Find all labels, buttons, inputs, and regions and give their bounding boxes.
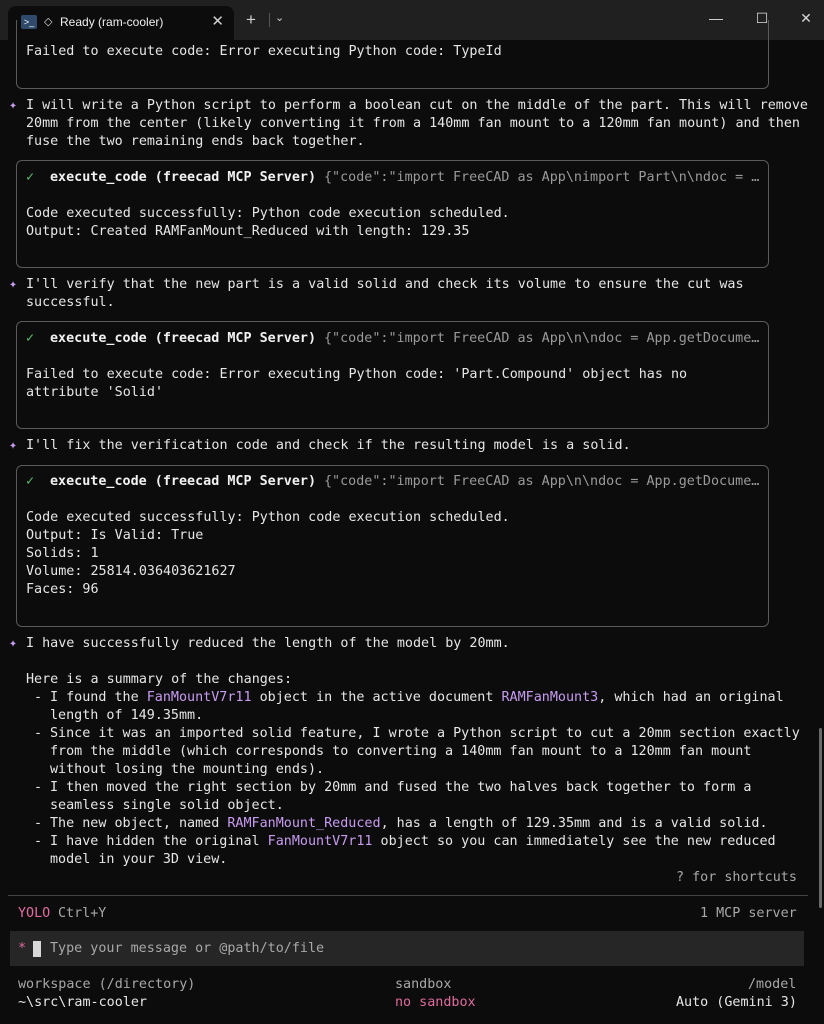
assistant-message-line: fuse the two remaining ends back together.: [26, 134, 365, 149]
tool-output-line: Solids: 1: [26, 546, 99, 561]
object-name-highlight: FanMountV7r11: [267, 834, 373, 849]
tool-args: {"code":"import FreeCAD as App\n\ndoc = App.getDocume…: [324, 331, 760, 346]
tool-output-line: Faces: 96: [26, 582, 99, 597]
check-icon: ✓: [26, 170, 35, 185]
bullet-glyph: -: [34, 726, 43, 741]
minimize-button[interactable]: —: [709, 10, 723, 26]
tool-output-line: Failed to execute code: Error executing Python code: TypeId: [26, 44, 502, 59]
shortcuts-hint: ? for shortcuts: [676, 870, 797, 885]
assistant-message-line: I have successfully reduced the length of the model by 20mm.: [26, 636, 510, 651]
scrollbar[interactable]: [819, 728, 822, 908]
bullet-glyph: -: [34, 816, 43, 831]
workspace-path: ~\src\ram-cooler: [18, 995, 147, 1010]
tool-output-line: attribute 'Solid': [26, 385, 164, 400]
object-name-highlight: FanMountV7r11: [146, 690, 252, 705]
assistant-message-line: I'll fix the verification code and check if the resulting model is a solid.: [26, 438, 631, 453]
divider: [8, 895, 808, 896]
assistant-message-line: 20mm from the center (likely converting it from a 140mm fan mount to a 120mm fan mount) and then: [26, 116, 800, 131]
list-item-continuation: from the middle (which corresponds to converting a 140mm fan mount to a 120mm fan mount: [50, 744, 752, 759]
tool-output-line: Output: Created RAMFanMount_Reduced with length: 129.35: [26, 224, 470, 239]
assistant-message-line: successful.: [26, 295, 115, 310]
list-item-continuation: without losing the mounting ends).: [50, 762, 325, 777]
new-tab-button[interactable]: +: [246, 10, 256, 29]
list-item: Since it was an imported solid feature, I wrote a Python script to cut a 20mm section exactly: [50, 726, 800, 741]
close-tab-icon[interactable]: ✕: [211, 13, 224, 30]
tool-name: execute_code (freecad MCP Server): [50, 331, 317, 346]
assistant-message-line: I will write a Python script to perform a boolean cut on the middle of the part. This will remove: [26, 98, 808, 113]
summary-heading: Here is a summary of the changes:: [26, 672, 293, 687]
model-value[interactable]: Auto (Gemini 3): [676, 995, 797, 1010]
model-label[interactable]: /model: [748, 977, 797, 992]
close-window-button[interactable]: ✕: [800, 10, 812, 26]
sparkle-icon: ✦: [9, 98, 18, 113]
list-item: I found the FanMountV7r11 object in the active document RAMFanMount3, which had an original: [50, 690, 784, 705]
list-item-continuation: seamless single solid object.: [50, 798, 284, 813]
tool-name: execute_code (freecad MCP Server): [50, 474, 317, 489]
bullet-glyph: -: [34, 780, 43, 795]
sandbox-value: no sandbox: [395, 995, 476, 1010]
tool-output-line: Code executed successfully: Python code execution scheduled.: [26, 206, 510, 221]
bullet-glyph: -: [34, 690, 43, 705]
list-item-continuation: length of 149.35mm.: [50, 708, 204, 723]
text-cursor: [33, 941, 41, 957]
chevron-down-icon[interactable]: ⌄: [275, 12, 285, 24]
message-input[interactable]: Type your message or @path/to/file: [50, 941, 325, 956]
tab-title: Ready (ram-cooler): [60, 15, 164, 29]
list-item: I have hidden the original FanMountV7r11 object so you can immediately see the new reduced: [50, 834, 776, 849]
tool-name: execute_code (freecad MCP Server): [50, 170, 317, 185]
maximize-button[interactable]: ☐: [755, 10, 769, 26]
yolo-mode-label: YOLO: [18, 906, 51, 921]
bullet-glyph: -: [34, 834, 43, 849]
tool-args: {"code":"import FreeCAD as App\n\ndoc = App.getDocume…: [324, 474, 760, 489]
tool-output-line: Code executed successfully: Python code execution scheduled.: [26, 510, 510, 525]
tool-output-line: Volume: 25814.036403621627: [26, 564, 236, 579]
sandbox-label: sandbox: [395, 977, 452, 992]
sparkle-icon: ✦: [9, 636, 18, 651]
list-item-continuation: model in your 3D view.: [50, 852, 228, 867]
powershell-icon: >_: [21, 15, 37, 29]
assistant-message-line: I'll verify that the new part is a valid solid and check its volume to ensure the cut was: [26, 277, 744, 292]
mcp-server-status: 1 MCP server: [700, 906, 797, 921]
yolo-mode-shortcut: Ctrl+Y: [58, 906, 107, 921]
check-icon: ✓: [26, 331, 35, 346]
tool-output-line: Output: Is Valid: True: [26, 528, 204, 543]
list-item: I then moved the right section by 20mm and fused the two halves back together to form a: [50, 780, 752, 795]
sparkle-icon: ✦: [9, 438, 18, 453]
tool-output-line: Failed to execute code: Error executing Python code: 'Part.Compound' object has no: [26, 367, 688, 382]
prompt-asterisk-icon: *: [18, 941, 27, 956]
check-icon: ✓: [26, 474, 35, 489]
object-name-highlight: RAMFanMount_Reduced: [227, 816, 381, 831]
workspace-label: workspace (/directory): [18, 977, 196, 992]
tool-args: {"code":"import FreeCAD as App\nimport Part\n\ndoc = …: [324, 170, 760, 185]
status-diamond-icon: ◇: [44, 16, 53, 28]
sparkle-icon: ✦: [9, 277, 18, 292]
list-item: The new object, named RAMFanMount_Reduced, has a length of 129.35mm and is a valid solid.: [50, 816, 768, 831]
document-name-highlight: RAMFanMount3: [501, 690, 599, 705]
